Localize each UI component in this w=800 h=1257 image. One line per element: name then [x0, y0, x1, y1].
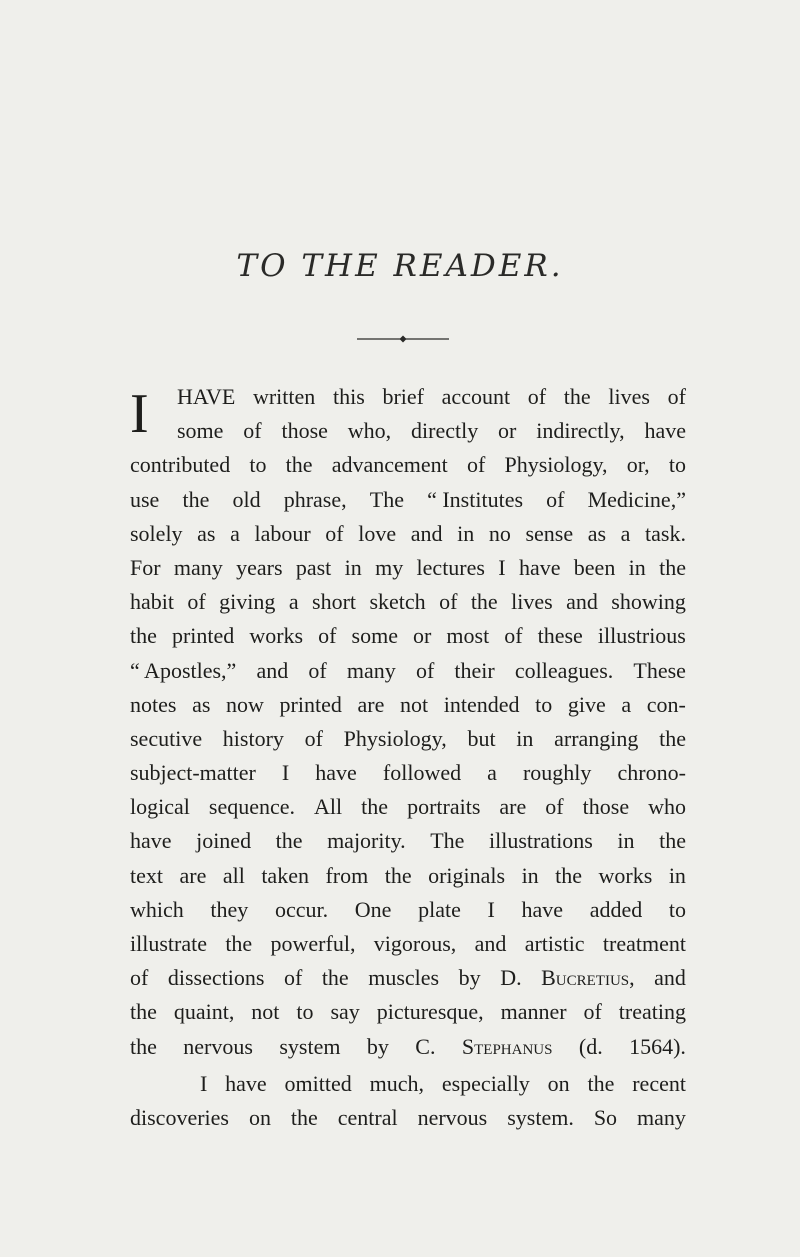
word: some [177, 418, 224, 444]
word: sequence. [208, 794, 296, 820]
word: in [668, 862, 686, 888]
word: in [457, 520, 475, 546]
word: joined [196, 828, 252, 854]
word: The [369, 486, 404, 512]
word: have [315, 760, 357, 786]
word: the [130, 999, 157, 1025]
word: they [210, 896, 249, 922]
text-line [130, 619, 686, 653]
word: con- [646, 691, 686, 717]
word: to [249, 452, 267, 478]
word: illustrate [130, 931, 207, 956]
word: as [587, 520, 607, 546]
word: chrono- [617, 760, 686, 786]
word: most [446, 623, 490, 649]
word: picturesque, [376, 999, 484, 1025]
paragraph-1 [130, 380, 686, 1064]
word: their [454, 657, 495, 683]
word: system. [507, 1104, 574, 1130]
word: some [351, 623, 398, 649]
word: or, [626, 452, 650, 478]
word: the [321, 965, 349, 991]
text-line [130, 927, 686, 961]
word: of [304, 725, 323, 751]
word: lectures [416, 554, 485, 580]
word: not [251, 999, 280, 1025]
drop-cap: I [130, 383, 149, 445]
word: printed [171, 623, 235, 649]
text-line [130, 1101, 686, 1135]
word: of [308, 657, 327, 683]
word: old [232, 486, 261, 512]
text-line [130, 859, 686, 893]
paragraph-2 [130, 1067, 686, 1135]
word: added [589, 896, 643, 922]
word: by [366, 1033, 389, 1059]
word: to [668, 896, 686, 922]
word: and [654, 965, 686, 991]
word: use [130, 486, 160, 512]
word: especially [441, 1070, 530, 1096]
word: muscles [368, 965, 440, 991]
word: artistic [524, 931, 585, 956]
word: the [275, 828, 303, 854]
word: which [130, 896, 184, 922]
text-line [130, 380, 686, 414]
word: Medicine,” [587, 486, 686, 512]
word: of [130, 965, 149, 991]
word: works [598, 862, 653, 888]
word: the [285, 452, 313, 478]
word: secutive [130, 725, 203, 751]
word: of [527, 384, 547, 409]
word: logical [130, 794, 190, 820]
word: manner [500, 999, 567, 1025]
word: HAVE [177, 384, 236, 409]
word: of [439, 589, 458, 615]
word: central [337, 1104, 398, 1130]
word: the [470, 589, 498, 615]
word: of [283, 965, 303, 991]
word: intended [443, 691, 520, 717]
word: I [200, 1070, 208, 1096]
word: love [358, 520, 397, 546]
word: have [130, 828, 172, 854]
word: those [281, 418, 328, 444]
text-line [130, 722, 686, 756]
word: Bucretius, [541, 965, 635, 991]
word: of [243, 418, 262, 444]
divider-ornament-icon [357, 334, 449, 344]
word: say [330, 999, 360, 1025]
word: the [182, 486, 210, 512]
word: a [487, 760, 497, 786]
word: colleagues. [514, 657, 614, 683]
word: of [466, 452, 486, 478]
word: treating [618, 999, 686, 1025]
word: giving [219, 589, 276, 615]
word: lives [511, 589, 553, 615]
word: lives [608, 384, 650, 409]
word: those [582, 794, 630, 820]
word: omitted [284, 1070, 352, 1096]
text-line [130, 790, 686, 824]
word: have [518, 554, 561, 580]
word: the [225, 931, 253, 956]
word: showing [611, 589, 686, 615]
word: of [187, 589, 206, 615]
word: illustrious [597, 623, 686, 649]
word: All [314, 794, 343, 820]
word: been [573, 554, 616, 580]
word: years [236, 554, 283, 580]
word: phrase, [283, 486, 347, 512]
word: quaint, [173, 999, 235, 1025]
word: the [555, 862, 583, 888]
word: One [354, 896, 392, 922]
word: to [296, 999, 314, 1025]
text-line [130, 414, 686, 448]
text-line [130, 824, 686, 858]
word: on [248, 1104, 271, 1130]
word: vigorous, [373, 931, 457, 956]
text-line [130, 1030, 686, 1064]
word: in [521, 862, 539, 888]
word: are [357, 691, 385, 717]
word: directly [411, 418, 479, 444]
page-heading: TO THE READER. [236, 248, 564, 284]
word: are [499, 794, 527, 820]
word: past [295, 554, 332, 580]
text-line [130, 1067, 686, 1101]
word: in [617, 828, 635, 854]
word: and [474, 931, 507, 956]
word: the [384, 862, 412, 888]
word: as [197, 520, 216, 546]
word: who, [347, 418, 392, 444]
word: a [620, 520, 631, 546]
word: as [192, 691, 211, 717]
word: short [312, 589, 357, 615]
word: from [325, 862, 369, 888]
word: sketch [369, 589, 426, 615]
word: originals [428, 862, 506, 888]
text-line [130, 517, 686, 551]
word: these [537, 623, 583, 649]
word: habit [130, 589, 174, 615]
word: treatment [602, 931, 686, 956]
word: the [130, 623, 157, 649]
word: “ Apostles,” [130, 657, 237, 683]
word: dissections [167, 965, 265, 991]
word: have [644, 418, 686, 444]
word: or [413, 623, 432, 649]
word: D. [500, 965, 522, 991]
word: text [130, 862, 163, 888]
word: the [659, 828, 686, 854]
word: who [648, 794, 686, 820]
word: many [637, 1104, 686, 1130]
word: in [516, 725, 534, 751]
word: the [563, 384, 591, 409]
word: of [325, 520, 344, 546]
word: my [375, 554, 404, 580]
word: occur. [274, 896, 329, 922]
word: powerful, [270, 931, 356, 956]
word: much, [369, 1070, 424, 1096]
word: advancement [331, 452, 448, 478]
word: not [399, 691, 429, 717]
word: a [288, 589, 299, 615]
word: of [667, 384, 686, 409]
word: have [225, 1070, 267, 1096]
word: or [498, 418, 517, 444]
word: I [487, 896, 495, 922]
word: the [130, 1033, 157, 1059]
word: “ Institutes [427, 486, 524, 512]
word: history [222, 725, 284, 751]
text-line [130, 551, 686, 585]
word: the [290, 1104, 318, 1130]
word: of [583, 999, 602, 1025]
text-line [130, 995, 686, 1029]
word: no [488, 520, 511, 546]
word: and [256, 657, 289, 683]
word: a [621, 691, 632, 717]
word: Stephanus [461, 1033, 553, 1059]
word: are [179, 862, 207, 888]
body-text [130, 380, 686, 1135]
word: C. [415, 1033, 436, 1059]
word: but [467, 725, 496, 751]
text-line [130, 448, 686, 482]
word: brief [382, 384, 424, 409]
word: this [332, 384, 365, 409]
word: sense [525, 520, 574, 546]
word: account [441, 384, 511, 409]
word: I [281, 760, 290, 786]
word: of [546, 486, 565, 512]
word: roughly [522, 760, 592, 786]
word: system [279, 1033, 341, 1059]
text-line [130, 893, 686, 927]
word: solely [130, 520, 183, 546]
word: the [587, 1070, 615, 1096]
word: labour [254, 520, 311, 546]
word: The [430, 828, 465, 854]
word: taken [261, 862, 309, 888]
word: followed [382, 760, 462, 786]
word: indirectly, [536, 418, 625, 444]
word: many [173, 554, 223, 580]
word: the [659, 554, 686, 580]
word: majority. [327, 828, 406, 854]
text-line [130, 756, 686, 790]
word: by [458, 965, 481, 991]
word: nervous [417, 1104, 488, 1130]
word: 1564). [629, 1033, 686, 1059]
text-line [130, 654, 686, 688]
word: to [535, 691, 553, 717]
word: a [230, 520, 240, 546]
text-line [130, 483, 686, 517]
word: Physiology, [504, 452, 608, 478]
word: illustrations [488, 828, 593, 854]
word: the [659, 725, 686, 751]
word: of [318, 623, 337, 649]
text-line [130, 585, 686, 619]
word: many [346, 657, 396, 683]
text-line [130, 688, 686, 722]
word: of [415, 657, 435, 683]
word: of [545, 794, 564, 820]
word: in [344, 554, 362, 580]
word: nervous [183, 1033, 253, 1059]
word: and [566, 589, 598, 615]
word: portraits [407, 794, 481, 820]
word: recent [632, 1070, 686, 1096]
word: task. [645, 520, 686, 546]
word: to [668, 452, 686, 478]
word: contributed [130, 452, 231, 478]
word: now [226, 691, 264, 717]
text-line [130, 961, 686, 995]
word: written [252, 384, 316, 409]
word: So [593, 1104, 618, 1130]
word: on [547, 1070, 570, 1096]
word: Physiology, [343, 725, 447, 751]
word: discoveries [130, 1104, 229, 1130]
word: have [521, 896, 564, 922]
word: plate [418, 896, 461, 922]
word: the [361, 794, 389, 820]
word: (d. [578, 1033, 603, 1059]
word: arranging [554, 725, 639, 751]
word: I [498, 554, 506, 580]
word: notes [130, 691, 177, 717]
word: For [130, 554, 161, 580]
word: in [628, 554, 646, 580]
word: printed [279, 691, 342, 717]
word: of [504, 623, 523, 649]
word: all [222, 862, 245, 888]
word: works [249, 623, 304, 649]
word: subject-matter [130, 760, 256, 786]
word: These [633, 657, 686, 683]
word: give [567, 691, 606, 717]
word: and [410, 520, 443, 546]
